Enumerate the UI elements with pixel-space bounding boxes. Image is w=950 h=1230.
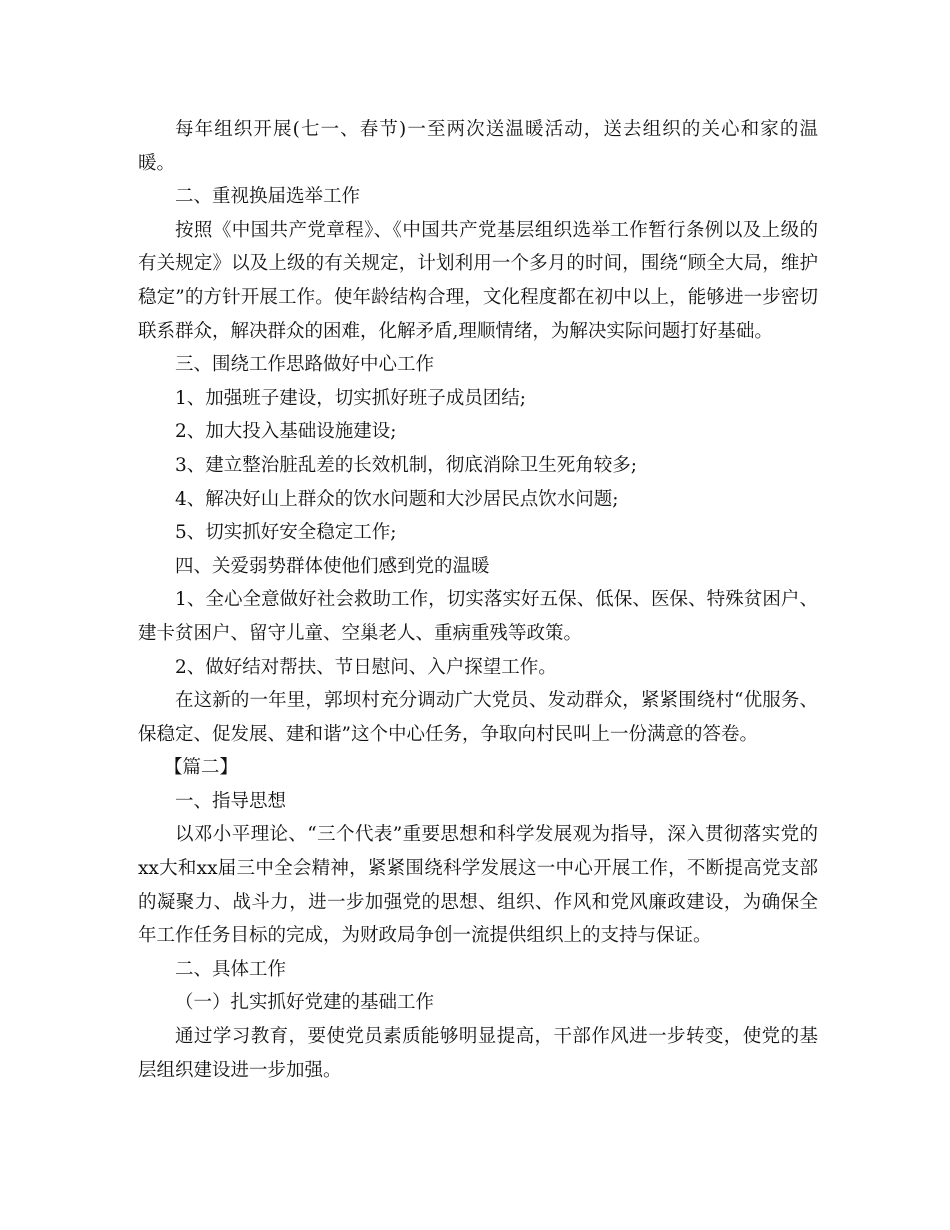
paragraph-new-year-goal: 在这新的一年里，郭坝村充分调动广大党员、发动群众，紧紧围绕村“优服务、保稳定、促发展、建和谐”这个中心任务，争取向村民叫上一份满意的答卷。	[138, 690, 818, 745]
section-title-part-two: 【篇二】	[164, 757, 239, 779]
paragraph-study-education: 通过学习教育，要使党员素质能够明显提高，干部作风进一步转变，使党的基层组织建设进一步加强。	[138, 1026, 818, 1081]
heading-vulnerable-groups: 四、关爱弱势群体使他们感到党的温暖	[175, 555, 490, 577]
list-item-drinking-water: 4、解决好山上群众的饮水问题和大沙居民点饮水问题;	[175, 488, 619, 510]
paragraph-warmth-activities: 每年组织开展(七一、春节)一至两次送温暖活动，送去组织的关心和家的温暖。	[138, 119, 818, 174]
list-item-social-assistance: 1、全心全意做好社会救助工作，切实落实好五保、低保、医保、特殊贫困户、建卡贫困户、留守儿童、空巢老人、重病重残等政策。	[138, 589, 818, 644]
heading-central-work: 三、围绕工作思路做好中心工作	[175, 354, 435, 376]
subheading-party-foundation: （一）扎实抓好党建的基础工作	[175, 992, 435, 1014]
heading-election-work: 二、重视换届选举工作	[175, 186, 361, 208]
paragraph-guiding-ideology: 以邓小平理论、“三个代表”重要思想和科学发展观为指导，深入贯彻落实党的xx大和xx届三中全会精神，紧紧围绕科学发展这一中心开展工作，不断提高党支部的凝聚力、战斗力，进一步加强党的思想、组织、作风和党风廉政建设，为确保全年工作任务目标的完成，为财政局争创一流提供组织上的支持与保证。	[138, 824, 818, 947]
list-item-sanitation: 3、建立整治脏乱差的长效机制，彻底消除卫生死角较多;	[175, 454, 638, 476]
paragraph-election-rules: 按照《中国共产党章程》、《中国共产党基层组织选举工作暂行条例以及上级的有关规定》以及上级的有关规定，计划利用一个多月的时间，围绕“顾全大局，维护稳定”的方针开展工作。使年龄结构合理，文化程度都在初中以上，能够进一步密切联系群众，解决群众的困难，化解矛盾,理顺情绪，为解决实际问题打好基础。	[138, 219, 818, 342]
list-item-team-building: 1、加强班子建设，切实抓好班子成员团结;	[175, 387, 527, 409]
heading-guiding-ideology: 一、指导思想	[175, 790, 287, 812]
list-item-paired-assistance: 2、做好结对帮扶、节日慰问、入户探望工作。	[175, 656, 557, 678]
list-item-safety: 5、切实抓好安全稳定工作;	[175, 522, 397, 544]
list-item-infrastructure: 2、加大投入基础设施建设;	[175, 421, 397, 443]
heading-specific-work: 二、具体工作	[175, 958, 287, 980]
document-body	[138, 113, 818, 1087]
